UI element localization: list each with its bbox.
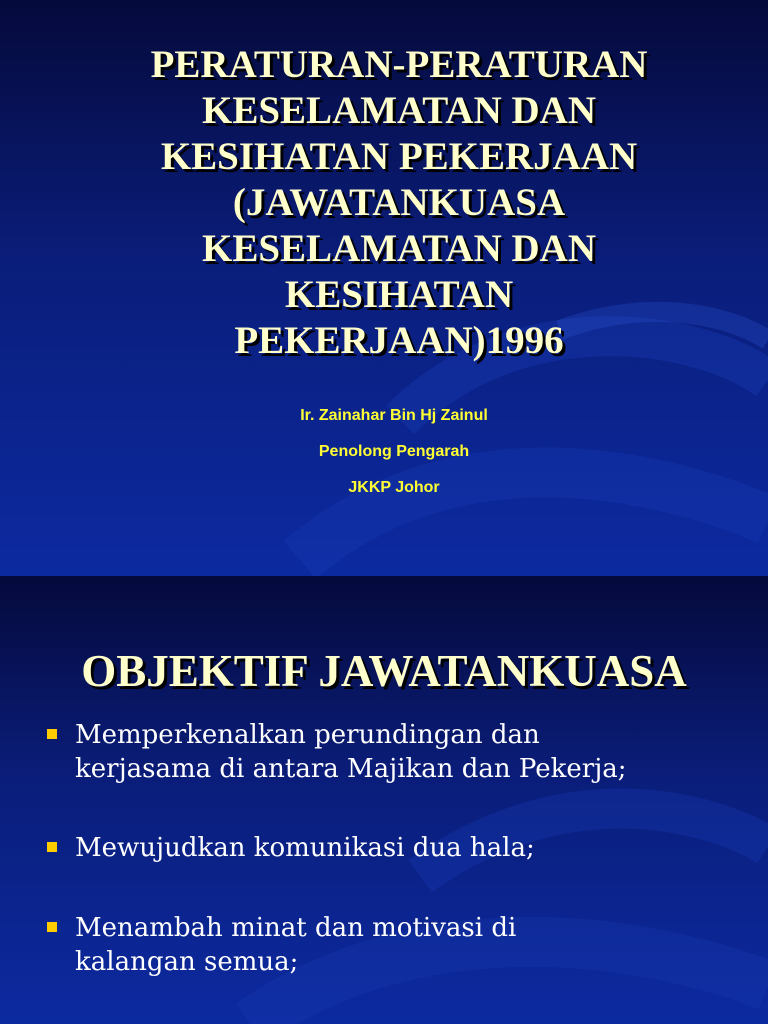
author-name: Ir. Zainahar Bin Hj Zainul	[300, 407, 488, 424]
objectives-title: OBJEKTIF JAWATANKUASA	[81, 646, 687, 696]
bullet-text: Memperkenalkan perundingan dan kerjasama di antara Majikan dan Pekerja;	[75, 720, 627, 784]
bullet-text: Mewujudkan komunikasi dua hala;	[75, 833, 535, 863]
author-role: Penolong Pengarah	[318, 443, 470, 460]
bullet-text: Menambah minat dan motivasi di kalangan semua;	[75, 913, 517, 977]
square-bullet-icon	[47, 922, 57, 932]
square-bullet-icon	[47, 842, 57, 852]
slide-title: PERATURAN-PERATURAN KESELAMATAN DAN KESIHATAN PEKERJAAN (JAWATANKUASA KESELAMATAN DAN KESIHATAN PEKERJAAN)1996	[150, 43, 648, 362]
author-office: JKKP Johor	[348, 479, 440, 496]
square-bullet-icon	[47, 729, 57, 739]
